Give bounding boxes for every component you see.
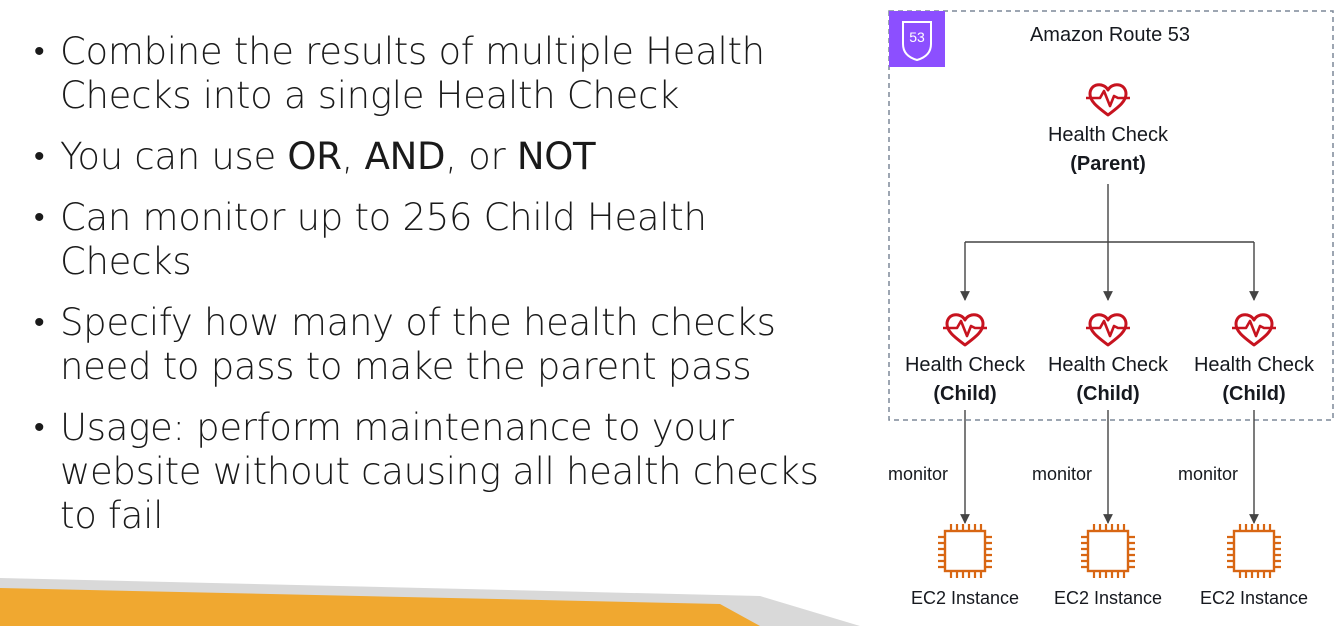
bullet-item [34,406,824,538]
bullet-text: , [341,135,365,178]
bullet-text: , or [445,135,517,178]
child-health-check-label: Health Check [1047,354,1169,376]
diagram-canvas [860,0,1334,626]
monitor-edge-label: monitor [1031,464,1093,484]
route53-diagram [860,0,1334,626]
decorative-bottom-bar [0,576,860,626]
bullet-item [34,135,824,179]
bullet-text: Combine the results of multiple Health Checks into a single Health Check [60,30,765,117]
ec2-instance-label: EC2 Instance [1053,588,1163,608]
child-health-check-icon [1086,315,1130,345]
ec2-instance-label: EC2 Instance [910,588,1020,608]
child-health-check-label: Health Check [904,354,1026,376]
ec2-instance-icon [1081,524,1135,578]
bullet-text: You can use [60,135,288,178]
bullet-dot: • [34,410,45,445]
child-health-check-icon [1232,315,1276,345]
child-role-label: (Child) [933,383,997,405]
bullet-keyword-and: AND [364,135,446,178]
parent-health-check-label: Health Check [1047,124,1169,146]
ec2-instance-label: EC2 Instance [1199,588,1309,608]
child-role-label: (Child) [1076,383,1140,405]
bullet-keyword-not: NOT [516,135,596,178]
bullet-keyword-or: OR [287,135,342,178]
child-health-check-icon [943,315,987,345]
bullet-item [34,301,824,389]
monitor-edge-label: monitor [887,464,949,484]
bullet-text: Specify how many of the health checks need to pass to make the parent pass [60,301,776,388]
ec2-instance-icon [938,524,992,578]
route53-badge-number: 53 [909,29,925,45]
child-role-label: (Child) [1222,383,1286,405]
bullet-list [34,30,824,555]
bullet-dot: • [34,200,45,235]
bullet-dot: • [34,305,45,340]
parent-role-label: (Parent) [1070,153,1146,175]
bullet-dot: • [34,139,45,174]
bullet-text: Can monitor up to 256 Child Health Checks [60,196,707,283]
bullet-dot: • [34,34,45,69]
child-health-check-label: Health Check [1193,354,1315,376]
service-title: Amazon Route 53 [1029,24,1191,46]
parent-health-check-icon [1086,85,1130,115]
monitor-edge-label: monitor [1177,464,1239,484]
bullet-text: Usage: perform maintenance to your website without causing all health checks to fail [60,406,819,537]
bullet-item [34,30,824,118]
bullet-item [34,196,824,284]
ec2-instance-icon [1227,524,1281,578]
